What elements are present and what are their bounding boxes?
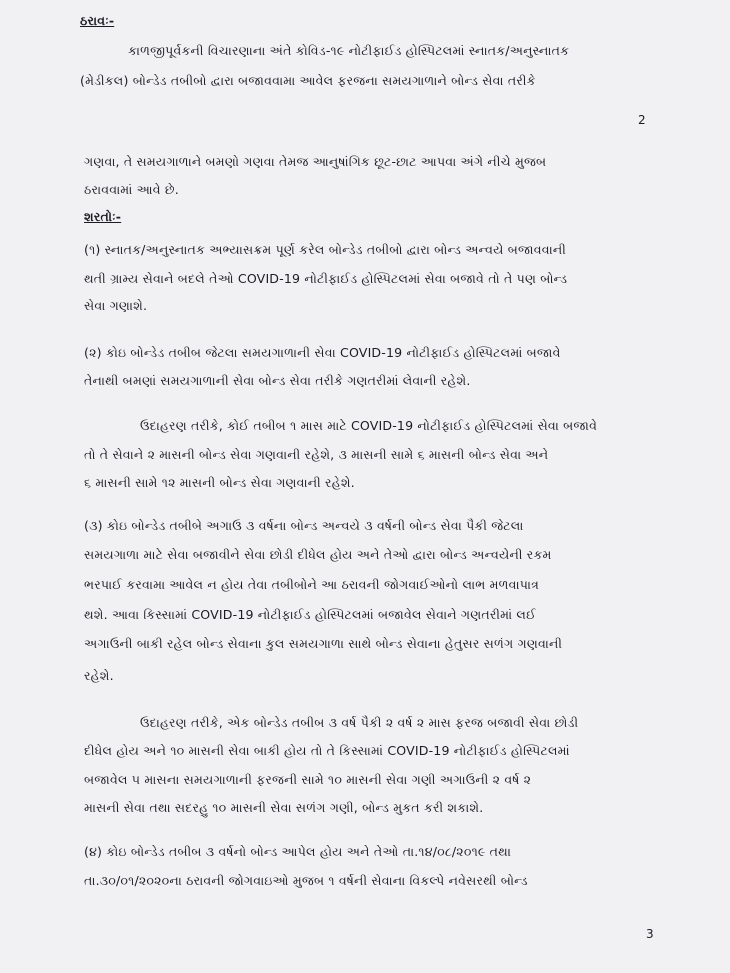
condition-1-line: સેવા ગણાશે. xyxy=(84,298,148,313)
condition-2-line: તેનાથી બમણાં સમયગાળાની સેવા બોન્ડ સેવા તરીકે ગણતરીમાં લેવાની રહેશે. xyxy=(84,373,471,388)
conditions-heading: શરતોઃ- xyxy=(84,209,122,224)
condition-1-line: થતી ગ્રામ્ય સેવાને બદલે તેઓ COVID-19 નોટીફાઈડ હોસ્પિટલમાં સેવા બજાવે તો તે પણ બોન્ડ xyxy=(84,271,568,286)
condition-3-line: રહેશે. xyxy=(84,668,114,683)
example-1-line: ૬ માસની સામે ૧૨ માસની બોન્ડ સેવા ગણવાની રહેશે. xyxy=(84,475,355,490)
condition-3-line: ભરપાઈ કરવામા આવેલ ન હોય તેવા તબીબોને આ ઠરાવની જોગવાઈઓનો લાભ મળવાપાત્ર xyxy=(84,577,540,592)
condition-3-line: (૩) કોઇ બોન્ડેડ તબીબે અગાઉ ૩ વર્ષના બોન્ડ અન્વયે ૩ વર્ષની બોન્ડ સેવા પૈકી જેટલા xyxy=(84,518,524,533)
page-number: 2 xyxy=(638,113,646,127)
example-2-line: માસની સેવા તથા સદરહુ ૧૦ માસની સેવા સળંગ ગણી, બોન્ડ મુકત કરી શકાશે. xyxy=(84,800,484,815)
condition-3-line: અગાઉની બાકી રહેલ બોન્ડ સેવાના કુલ સમયગાળા સાથે બોન્ડ સેવાના હેતુસર સળંગ ગણવાની xyxy=(84,636,563,651)
condition-4-line: (૪) કોઇ બોન્ડેડ તબીબ ૩ વર્ષનો બોન્ડ આપેલ હોય અને તેઓ તા.૧૪/૦૮/૨૦૧૯ તથા xyxy=(84,844,512,859)
body-line: ઠરાવવામાં આવે છે. xyxy=(84,182,179,197)
body-line: કાળજીપૂર્વકની વિચારણાના અંતે કોવિડ-૧૯ નોટીફાઈડ હોસ્પિટલમાં સ્નાતક/અનુસ્નાતક xyxy=(128,43,570,58)
example-2-line: ઉદાહરણ તરીકે, એક બોન્ડેડ તબીબ ૩ વર્ષ પૈકી ૨ વર્ષ ૨ માસ ફરજ બજાવી સેવા છોડી xyxy=(140,715,579,730)
condition-3-line: થશે. આવા કિસ્સામાં COVID-19 નોટીફાઈડ હોસ્પિટલમાં બજાવેલ સેવાને ગણતરીમાં લઈ xyxy=(84,607,536,622)
condition-1-line: (૧) સ્નાતક/અનુસ્નાતક અભ્યાસક્રમ પૂર્ણ કરેલ બોન્ડેડ તબીબો દ્વારા બોન્ડ અન્વયે બજાવવાની xyxy=(84,242,566,257)
example-1-line: ઉદાહરણ તરીકે, કોઈ તબીબ ૧ માસ માટે COVID-19 નોટીફાઈડ હોસ્પિટલમાં સેવા બજાવે xyxy=(140,418,598,433)
example-2-line: દીધેલ હોય અને ૧૦ માસની સેવા બાકી હોય તો તે કિસ્સામાં COVID-19 નોટીફાઈડ હોસ્પિટલમાં xyxy=(84,743,570,758)
page-number: 3 xyxy=(646,927,654,941)
example-1-line: તો તે સેવાને ૨ માસની બોન્ડ સેવા ગણવાની રહેશે, ૩ માસની સામે ૬ માસની બોન્ડ સેવા અને xyxy=(84,447,549,462)
example-2-line: બજાવેલ ૫ માસના સમયગાળાની ફરજની સામે ૧૦ માસની સેવા ગણી અગાઉની ૨ વર્ષ ૨ xyxy=(84,772,532,787)
condition-4-line: તા.૩૦/૦૧/૨૦૨૦ના ઠરાવની જોગવાઇઓ મુજબ ૧ વર્ષની સેવાના વિકલ્પે નવેસરથી બોન્ડ xyxy=(84,873,528,888)
condition-2-line: (૨) કોઇ બોન્ડેડ તબીબ જેટલા સમયગાળાની સેવા COVID-19 નોટીફાઈડ હોસ્પિટલમાં બજાવે xyxy=(84,345,561,360)
resolution-heading: ઠરાવઃ- xyxy=(80,13,115,28)
body-line: ગણવા, તે સમયગાળાને બમણો ગણવા તેમજ આનુષાંગિક છૂટ-છાટ આપવા અંગે નીચે મુજબ xyxy=(84,154,547,169)
condition-3-line: સમયગાળા માટે સેવા બજાવીને સેવા છોડી દીધેલ હોય અને તેઓ દ્વારા બોન્ડ અન્વયેની રકમ xyxy=(84,547,552,562)
body-line: (મેડીકલ) બોન્ડેડ તબીબો દ્વારા બજાવવામા આવેલ ફરજના સમયગાળાને બોન્ડ સેવા તરીકે xyxy=(80,73,536,88)
